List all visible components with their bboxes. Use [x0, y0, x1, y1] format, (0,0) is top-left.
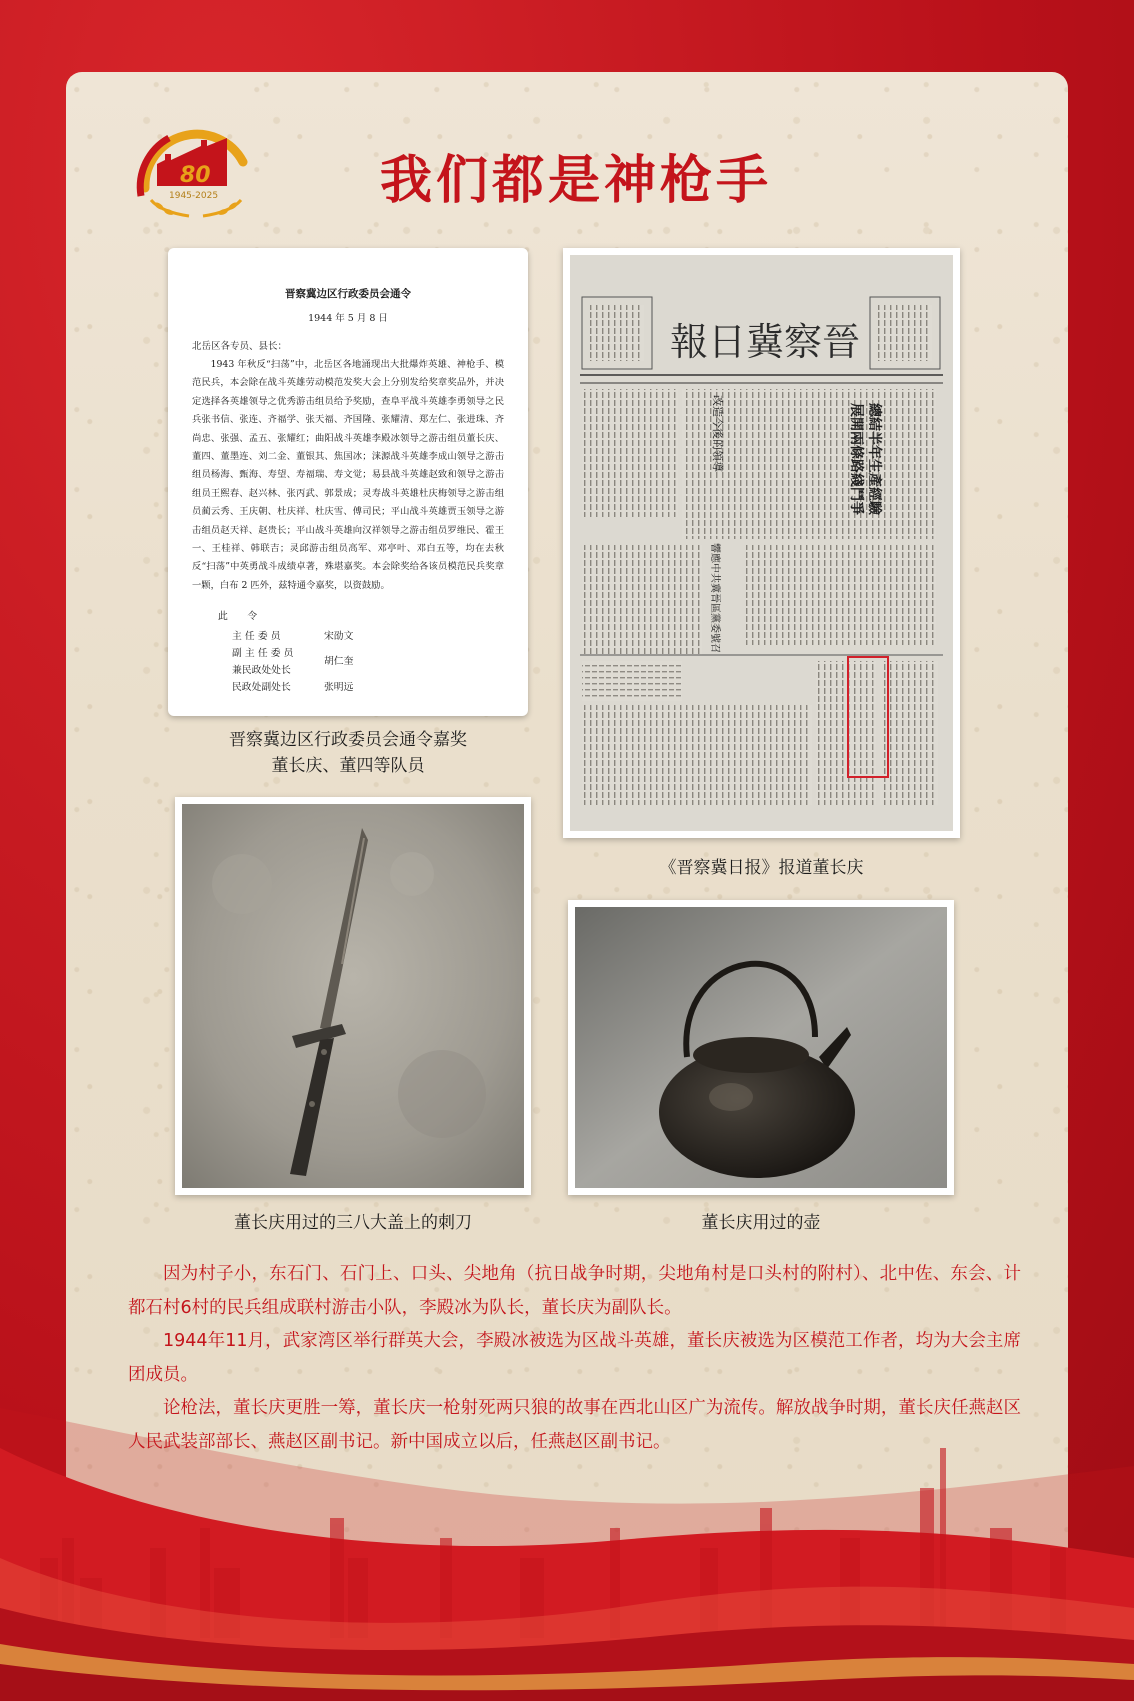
notice-document-content [168, 248, 528, 716]
signatory-name: 张明远 [324, 682, 354, 693]
signatory-title: 兼民政处处长 [232, 665, 291, 676]
bayonet-photo [175, 797, 531, 1195]
kettle-image-frame [575, 907, 947, 1188]
page-title: 我们都是神枪手 [380, 151, 773, 211]
bayonet-image [182, 804, 524, 1188]
logo-number: 80 [180, 163, 211, 188]
signatory-name: 宋劭文 [324, 631, 354, 642]
document-body: 1943 年秋反“扫荡”中，北岳区各地涌现出大批爆炸英雄、神枪手、模范民兵，本会除在战斗英雄劳动模范发奖大会上分别发给奖章奖品外，并决定选择各英雄领导之优秀游击组员给予奖励，查阜平战斗英雄李勇领导之民兵张书信、张连、齐福学、张天福、齐国隆、张耀清、郑左仁、张进珠、齐尚忠、张强、孟五、张耀红；曲阳战斗英雄李殿冰领导之游击组员董长庆、董四、董墨连、刘二金、董银其、焦国冰；涞源战斗英雄李成山领导之游击组员杨海、甄海、寿望、寿福瑞、寿文觉；易县战斗英雄赵致和领导之游击组员王熙春、赵兴林、张丙武、郭景成；灵寿战斗英雄杜庆梅领导之游击组员蔺云秀、王庆朝、杜庆祥、杜庆雪、傅司民；平山战斗英雄贾玉领导之游击组员赵天祥、赵贵长；平山战斗英雄向汉祥领导之游击组员罗维民、霍王一、王桂祥、韩联吉；灵邱游击组员高军、邓亭叶、邓白五等，均在去秋反“扫荡”中英勇战斗成绩卓著，殊堪嘉奖。本会除奖给各该员模范民兵奖章一颗，白布 2 匹外，兹特通令嘉奖，以资鼓励。 [192, 359, 504, 591]
anniversary-logo [131, 116, 261, 226]
document-caption [168, 727, 528, 779]
document-salutation: 北岳区各专员、县长： [192, 341, 288, 352]
great-wall-emblem-icon [131, 116, 261, 226]
logo-years: 1945-2025 [169, 191, 219, 201]
bayonet-caption: 董长庆用过的三八大盖上的刺刀 [234, 1213, 472, 1233]
notice-document [168, 248, 528, 716]
document-closing: 此 令 [218, 611, 258, 622]
kettle-caption: 董长庆用过的壶 [701, 1213, 821, 1233]
story-paragraph: 论枪法，董长庆更胜一筹，董长庆一枪射死两只狼的故事在西北山区广为流传。解放战争时期，董长庆任燕赵区人民武装部部长、燕赵区副书记。新中国成立以后，任燕赵区副书记。 [128, 1398, 1021, 1452]
signatory-title: 民政处副处长 [232, 682, 291, 693]
bayonet-image-frame [182, 804, 524, 1188]
story-paragraph: 1944年11月，武家湾区举行群英大会，李殿冰被选为区战斗英雄，董长庆被选为区模范工作者，均为大会主席团成员。 [128, 1331, 1021, 1385]
signatory-title: 主 任 委 员 [232, 631, 281, 642]
newspaper-page [570, 255, 953, 831]
newspaper-headline: 響應中共冀晉區黨委號召 [709, 543, 720, 653]
newspaper-headline: 改造今後的領導 [711, 395, 724, 472]
kettle-image [575, 907, 947, 1188]
newspaper-headline: 總結半年生產經驗 [866, 403, 882, 515]
signatory-name: 胡仁奎 [324, 656, 354, 667]
document-caption-line: 晋察冀边区行政委员会通令嘉奖 [229, 730, 467, 750]
signatory-title: 副 主 任 委 员 [232, 648, 294, 659]
kettle-photo [568, 900, 954, 1195]
document-caption-line: 董长庆、董四等队员 [271, 756, 425, 776]
newspaper-photo [563, 248, 960, 838]
city-skyline-decoration [0, 1408, 1134, 1701]
document-date: 1944 年 5 月 8 日 [308, 313, 388, 324]
newspaper-headline: 展開兩條路綫鬥爭 [848, 403, 864, 515]
document-heading: 晋察冀边区行政委员会通令 [285, 288, 411, 300]
newspaper-masthead: 報日冀察晉 [670, 320, 861, 364]
newspaper-image [570, 255, 953, 831]
story-paragraph: 因为村子小，东石门、石门上、口头、尖地角（抗日战争时期，尖地角村是口头村的附村）、北中佐、东会、计都石村6村的民兵组成联村游击小队，李殿冰为队长，董长庆为副队长。 [128, 1264, 1021, 1318]
newspaper-caption: 《晋察冀日报》报道董长庆 [659, 858, 864, 878]
